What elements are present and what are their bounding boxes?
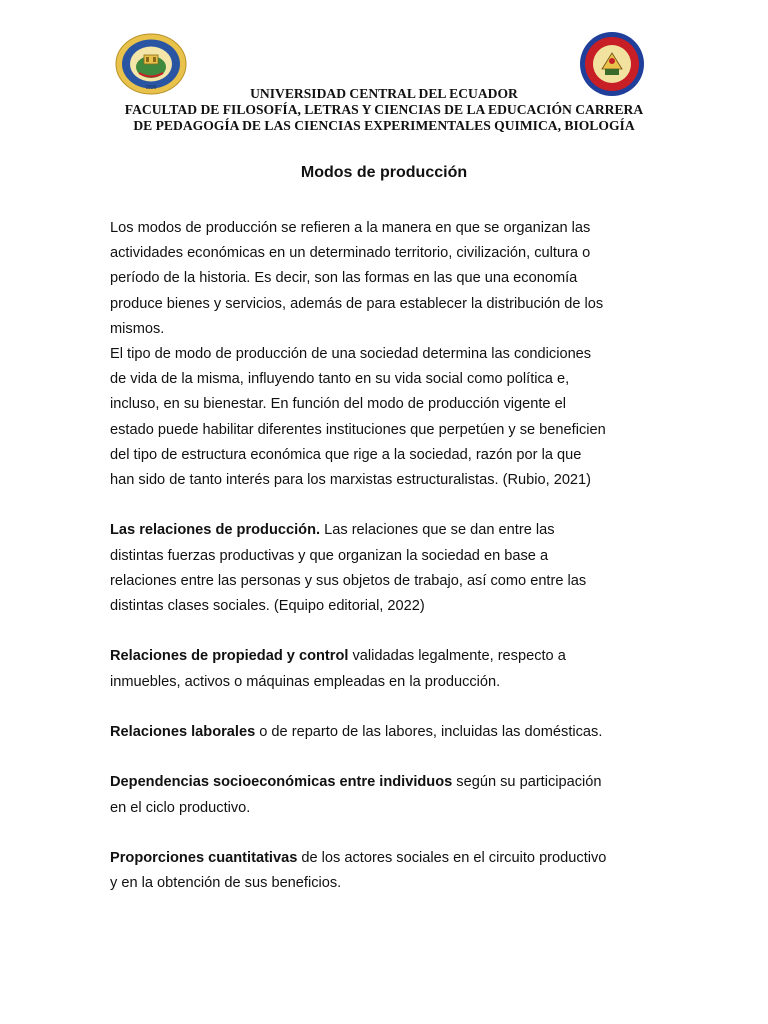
paragraph-intro	[110, 216, 650, 342]
text-line: distintas clases sociales. (Equipo editorial, 2022)	[110, 598, 425, 615]
header-line-faculty: FACULTAD DE FILOSOFÍA, LETRAS Y CIENCIAS DE LA EDUCACIÓN CARRERA	[124, 102, 644, 117]
paragraph-proporciones	[110, 846, 650, 896]
document-title: Modos de producción	[300, 164, 468, 181]
text-line: o de reparto de las labores, incluidas las domésticas.	[255, 724, 603, 741]
paragraph-relaciones-laborales	[110, 720, 650, 745]
text-line: inmuebles, activos o máquinas empleadas en la producción.	[110, 673, 501, 690]
paragraph-relaciones-produccion	[110, 518, 650, 619]
paragraph-propiedad-control	[110, 644, 650, 694]
institution-header	[100, 86, 668, 134]
text-line: período de la historia. Es decir, son las formas en las que una economía	[110, 270, 578, 287]
text-line: relaciones entre las personas y sus objetos de trabajo, así como entre las	[110, 572, 587, 589]
text-line: de los actores sociales en el circuito productivo	[297, 850, 607, 866]
text-line: produce bienes y servicios, además de para establecer la distribución de los	[110, 295, 604, 312]
text-line: estado puede habilitar diferentes instituciones que perpetúen y se beneficien	[110, 421, 606, 438]
text-line: y en la obtención de sus beneficios.	[110, 875, 342, 892]
term-heading: Relaciones de propiedad y control	[110, 648, 349, 665]
text-line: Las relaciones que se dan entre las	[320, 522, 555, 539]
text-line: en el ciclo productivo.	[110, 799, 251, 816]
paragraph-dependencias	[110, 770, 650, 820]
header-line-university: UNIVERSIDAD CENTRAL DEL ECUADOR	[250, 86, 518, 101]
svg-text:1826: 1826	[145, 85, 157, 91]
text-line: han sido de tanto interés para los marxistas estructuralistas. (Rubio, 2021)	[110, 472, 592, 489]
term-heading: Dependencias socioeconómicas entre individuos	[110, 774, 453, 791]
text-line: de vida de la misma, influyendo tanto en su vida social como política e,	[110, 371, 570, 388]
text-line: Los modos de producción se refieren a la manera en que se organizan las	[110, 220, 591, 236]
term-heading: Las relaciones de producción.	[110, 522, 321, 539]
text-line: El tipo de modo de producción de una sociedad determina las condiciones	[110, 346, 592, 363]
term-heading: Proporciones cuantitativas	[110, 850, 298, 866]
text-line: validadas legalmente, respecto a	[348, 648, 566, 665]
header-line-career: DE PEDAGOGÍA DE LAS CIENCIAS EXPERIMENTALES QUIMICA, BIOLOGÍA	[133, 118, 635, 133]
text-line: del tipo de estructura económica que rige a la sociedad, razón por la que	[110, 446, 582, 463]
text-line: distintas fuerzas productivas y que organizan la sociedad en base a	[110, 547, 549, 564]
text-line: actividades económicas en un determinado territorio, civilización, cultura o	[110, 245, 591, 262]
text-line: incluso, en su bienestar. En función del modo de producción vigente el	[110, 396, 566, 413]
text-line: mismos.	[110, 320, 165, 337]
text-line: según su participación	[452, 774, 602, 791]
paragraph-production-type	[110, 342, 650, 493]
term-heading: Relaciones laborales	[110, 724, 256, 741]
document-body	[110, 216, 650, 896]
